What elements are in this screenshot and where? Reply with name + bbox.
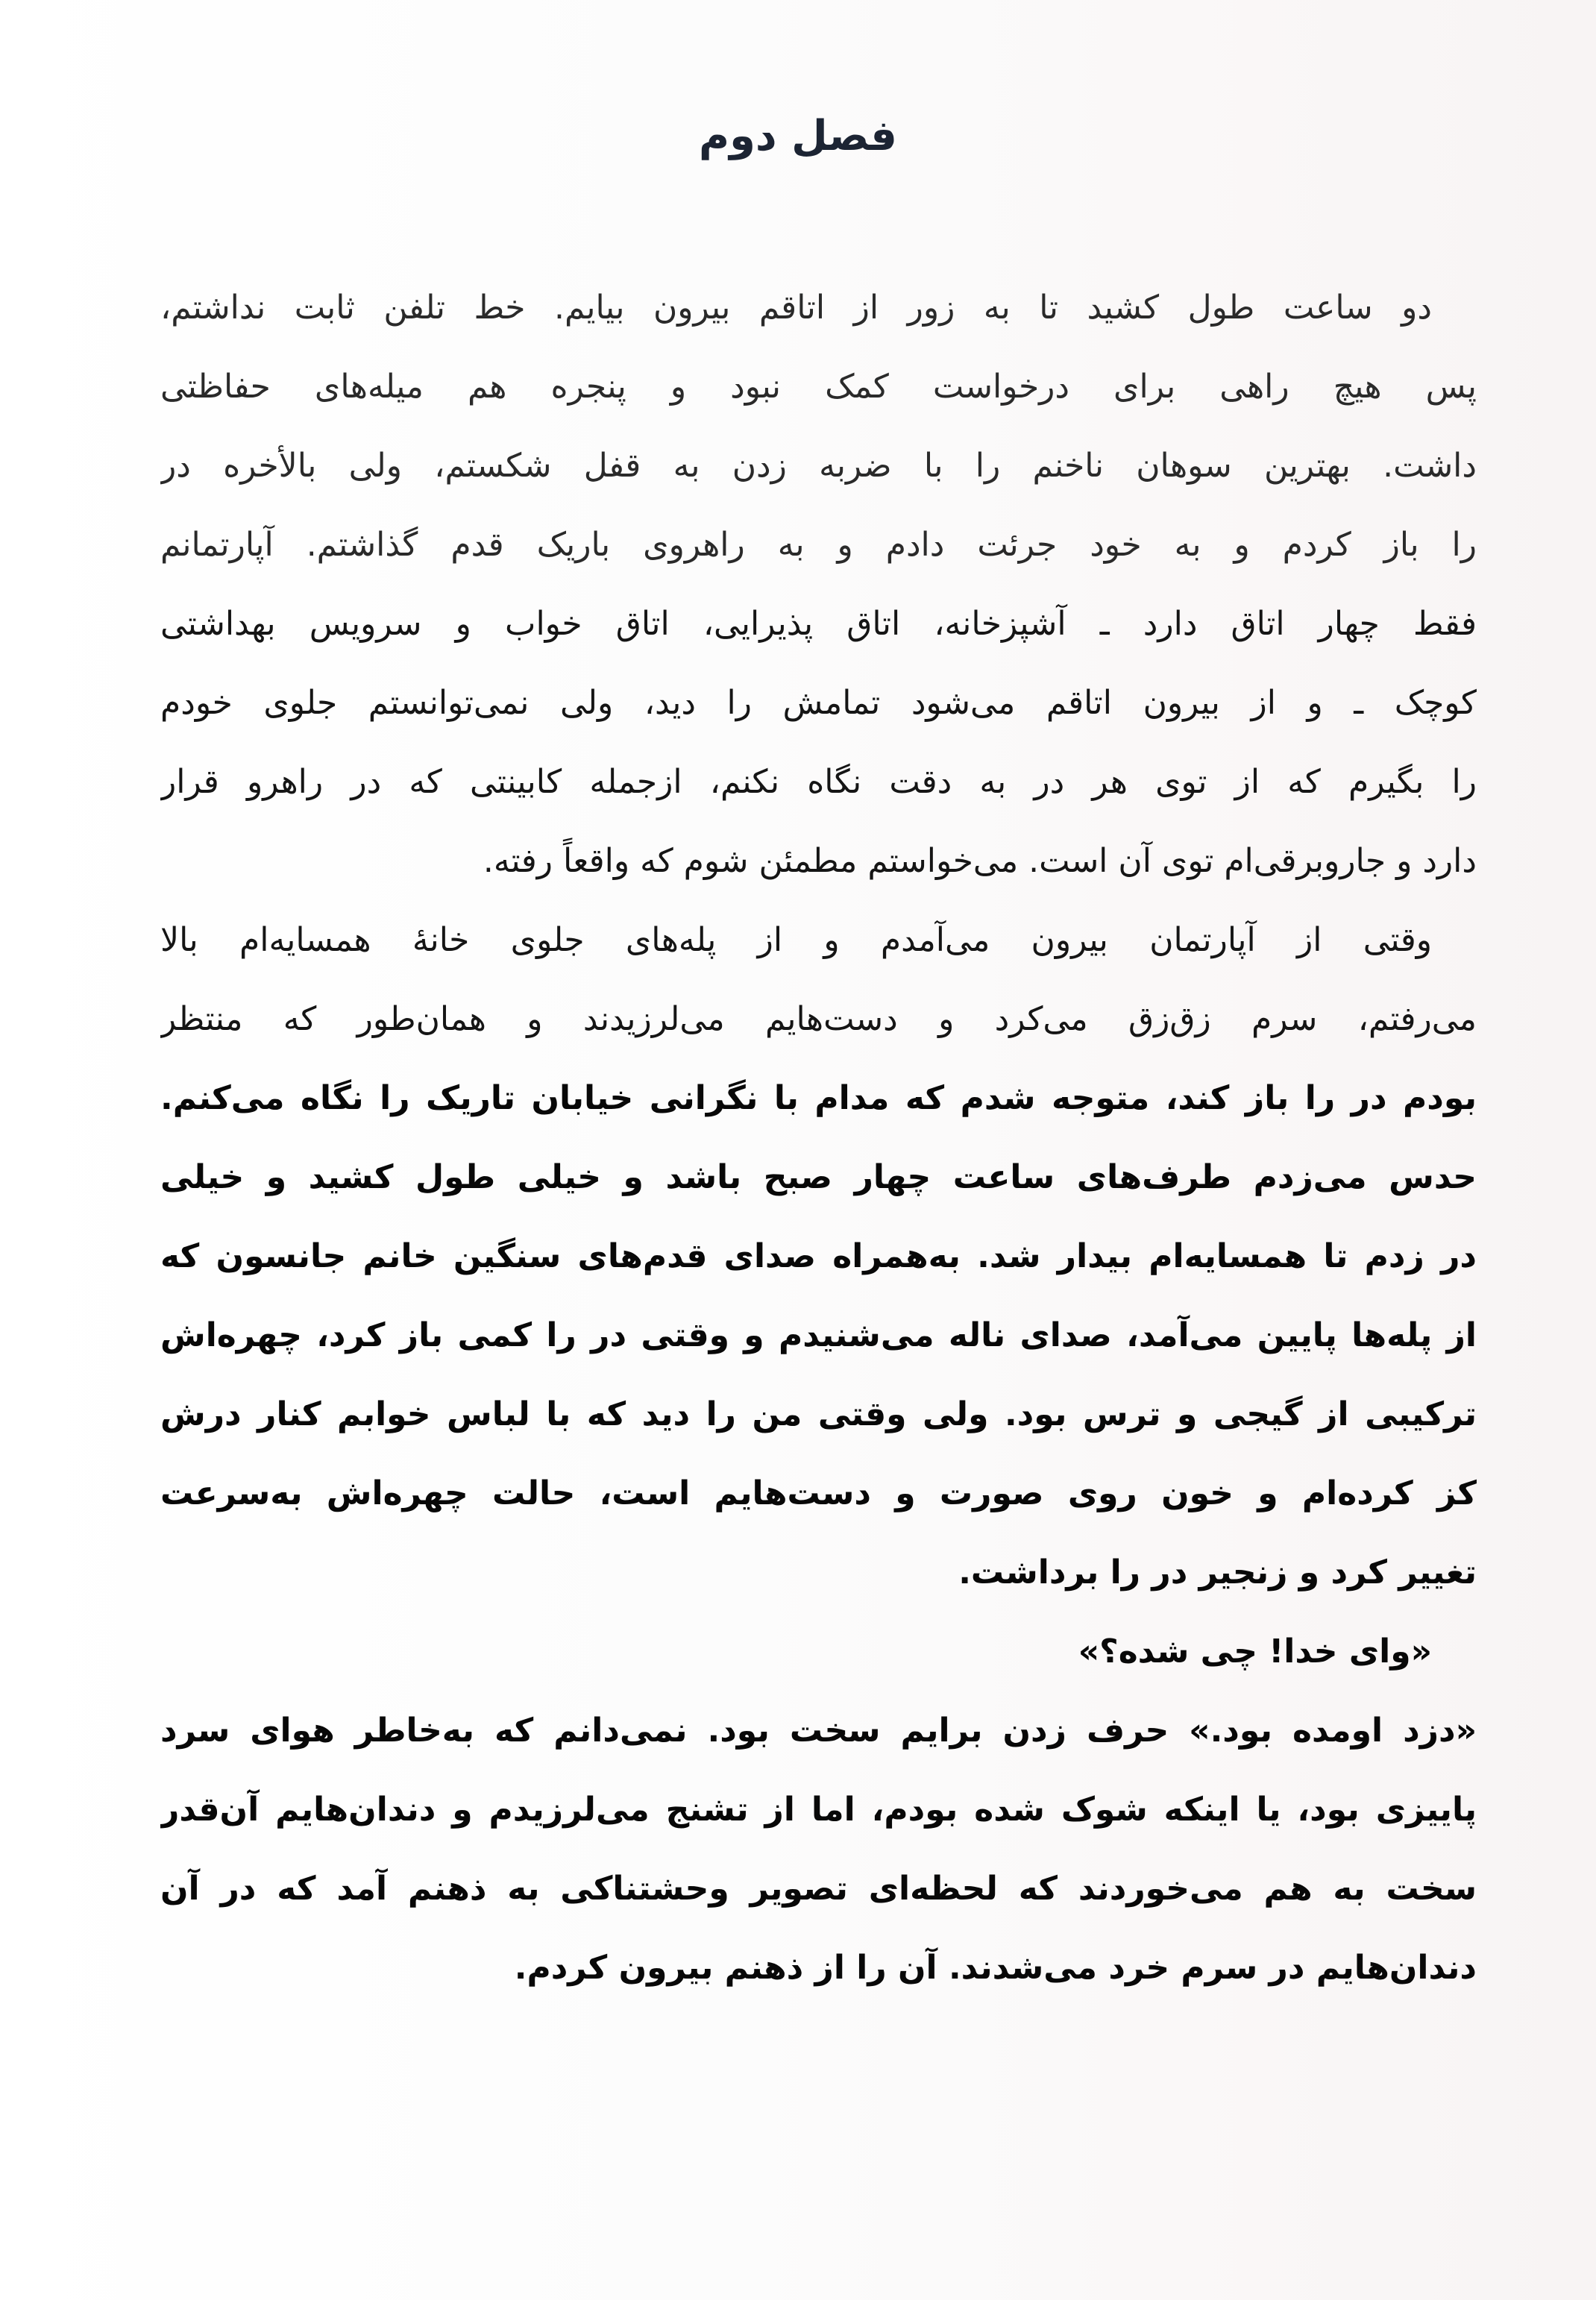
paragraph-2-line-3: بودم در را باز کند، متوجه شدم که مدام با نگرانی خیابان تاریک را نگاه می‌کنم. <box>160 1079 1477 1117</box>
paragraph-4-line-4: دندان‌هایم در سرم خرد می‌شدند. آن را از ذهنم بیرون کردم. <box>514 1949 1477 1987</box>
paragraph-4-line-2: پاییزی بود، یا اینکه شوک شده بودم، اما از تشنج می‌لرزیدم و دندان‌هایم آن‌قدر <box>160 1791 1477 1829</box>
chapter-body <box>160 268 1477 2008</box>
paragraph-1-line-7: را بگیرم که از توی هر در به دقت نگاه نکنم، ازجمله کابینتی که در راهرو قرار <box>160 763 1477 801</box>
paragraph-2-line-9: تغییر کرد و زنجیر در را برداشت. <box>958 1553 1477 1592</box>
paragraph-4-line-1: «دزد اومده بود.» حرف زدن برایم سخت بود. نمی‌دانم که به‌خاطر هوای سرد <box>160 1712 1477 1750</box>
paragraph-1-line-1: دو ساعت طول کشید تا به زور از اتاقم بیرون بیایم. خط تلفن ثابت نداشتم، <box>160 289 1432 327</box>
paragraph-2-line-1: وقتی از آپارتمان بیرون می‌آمدم و از پله‌های جلوی خانهٔ همسایه‌ام بالا <box>160 921 1432 959</box>
paragraph-2-line-2: می‌رفتم، سرم زق‌زق می‌کرد و دست‌هایم می‌لرزیدند و همان‌طور که منتظر <box>160 1000 1477 1038</box>
paragraph-2-line-8: کز کرده‌ام و خون روی صورت و دست‌هایم است، حالت چهره‌اش به‌سرعت <box>160 1474 1477 1512</box>
paragraph-2-line-7: ترکیبی از گیجی و ترس بود. ولی وقتی من را دید که با لباس خوابم کنار درش <box>160 1395 1477 1433</box>
paragraph-2-line-6: از پله‌ها پایین می‌آمد، صدای ناله می‌شنیدم و وقتی در را کمی باز کرد، چهره‌اش <box>160 1316 1477 1354</box>
paragraph-4-line-3: سخت به هم می‌خوردند که لحظه‌ای تصویر وحشتناکی به ذهنم آمد که در آن <box>160 1870 1477 1908</box>
paragraph-1-line-6: کوچک ـ و از بیرون اتاقم می‌شود تمامش را دید، ولی نمی‌توانستم جلوی خودم <box>160 684 1477 722</box>
dialogue-line: «وای خدا! چی شده؟» <box>1078 1633 1432 1671</box>
chapter-title: فصل دوم <box>699 112 897 160</box>
paragraph-2-line-4: حدس می‌زدم طرف‌های ساعت چهار صبح باشد و خیلی طول کشید و خیلی <box>160 1158 1477 1196</box>
paragraph-1-line-8: دارد و جاروبرقی‌ام توی آن است. می‌خواستم مطمئن شوم که واقعاً رفته. <box>483 842 1477 880</box>
paragraph-1-line-5: فقط چهار اتاق دارد ـ آشپزخانه، اتاق پذیرایی، اتاق خواب و سرویس بهداشتی <box>160 605 1477 643</box>
paragraph-1-line-3: داشت. بهترین سوهان ناخنم را با ضربه زدن به قفل شکستم، ولی بالأخره در <box>160 447 1477 485</box>
paragraph-1-line-4: را باز کردم و به خود جرئت دادم و به راهروی باریک قدم گذاشتم. آپارتمانم <box>160 526 1477 564</box>
paragraph-2-line-5: در زدم تا همسایه‌ام بیدار شد. به‌همراه صدای قدم‌های سنگین خانم جانسون که <box>160 1237 1477 1275</box>
paragraph-1-line-2: پس هیچ راهی برای درخواست کمک نبود و پنجره هم میله‌های حفاظتی <box>160 368 1477 406</box>
